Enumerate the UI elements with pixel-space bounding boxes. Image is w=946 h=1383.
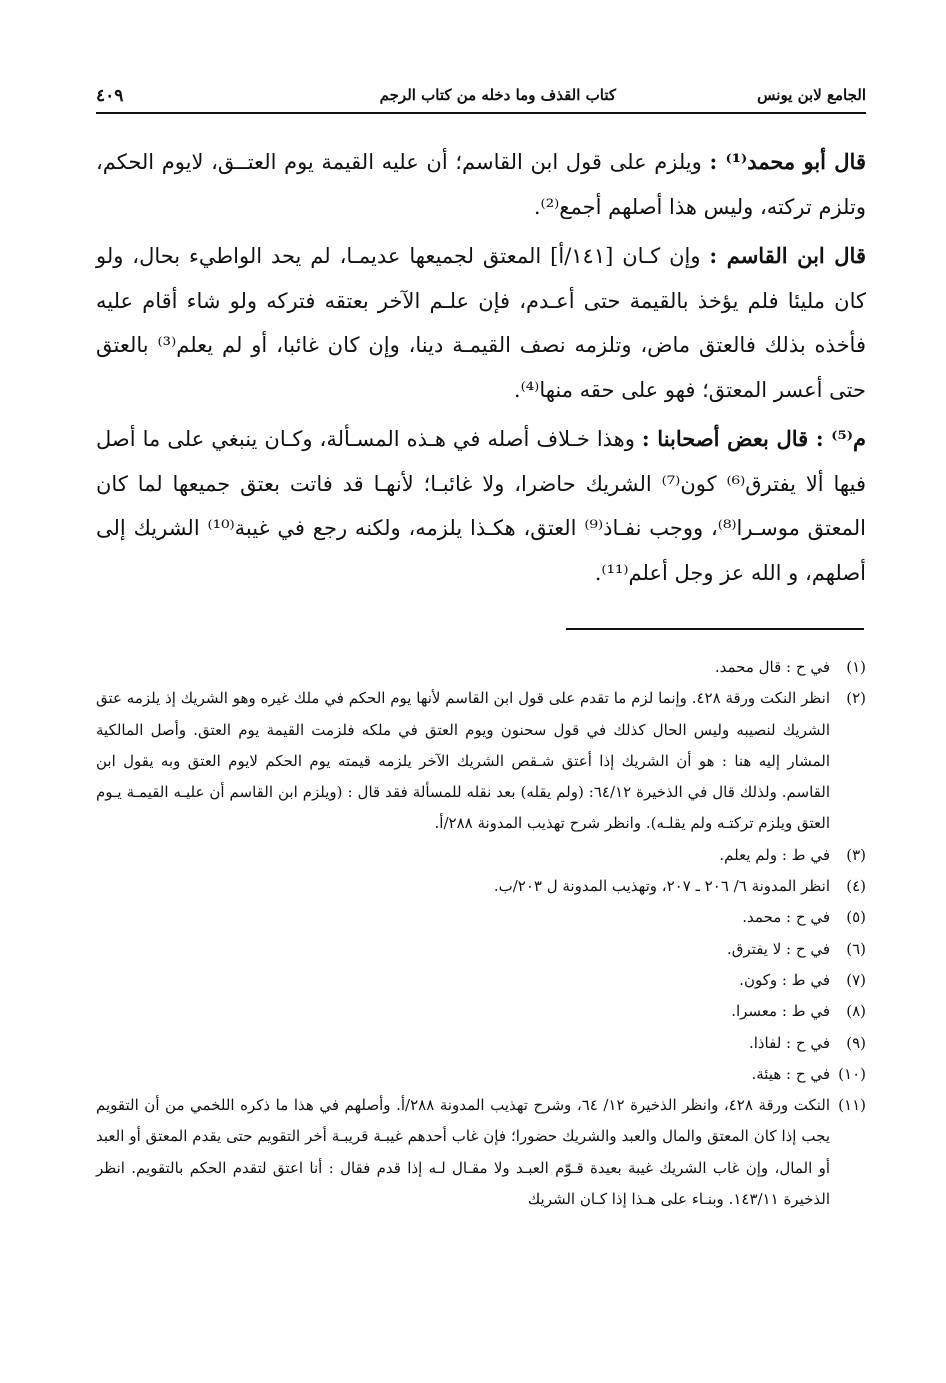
- footnote-number: (٣): [846, 845, 866, 864]
- footnote-text: انظر النكت ورقة ٤٢٨. وإنما لزم ما تقدم على قول ابن القاسم لأنها يوم الحكم في ملك غيره وهو الشريك إذ يلزمه عتق الشريك لنصيبه وليس الحال كذلك في قول سحنون ويوم العتق في ملكه فلزمت القيمة يوم العتق. وأصل المالكية المشار إليه هنا : هو أن الشريك إذا أعتق شـقص الشريك الآخر يلزمه قيمته يوم الحكم لايوم العتق وبه يقول ابن القاسم. ولذلك قال في الذخيرة ٦٤/١٢: (ولم يقله) بعد نقله للمسألة فقد قال : (ويلزم ابن القاسم أن عليـه القيمـة يـوم العتق ويلزم تركتـه ولم يقلـه). وانظر شرح تهذيب المدونة ٢٨٨/أ.: [96, 689, 831, 833]
- footnote-number: (٨): [846, 1002, 866, 1021]
- footnote-separator: [566, 628, 864, 630]
- footnote-number: (١١): [838, 1096, 866, 1115]
- chapter-title: كتاب القذف وما دخله من كتاب الرجم: [379, 86, 616, 104]
- footnote-text: في ح : لفاذا.: [748, 1033, 830, 1052]
- footnote-text: في ط : وكون.: [739, 970, 830, 989]
- footnote: [96, 1028, 866, 1059]
- footnote-number: (٤): [846, 877, 866, 896]
- footnote-number: (٥): [846, 908, 866, 927]
- paragraph: [96, 234, 866, 412]
- footnote-text: في ح : لا يفترق.: [726, 939, 830, 958]
- footnote-text: في ح : هيئة.: [751, 1064, 830, 1083]
- footnote: [96, 965, 866, 996]
- running-header: [96, 84, 866, 114]
- footnote: [96, 683, 866, 839]
- paragraph-lead: م⁽⁵⁾ : قال بعض أصحابنا :: [641, 426, 866, 451]
- paragraph: [96, 417, 866, 595]
- footnote-text: في ط : معسرا.: [731, 1002, 830, 1021]
- footnote-number: (٢): [846, 689, 866, 708]
- footnote: [96, 1090, 866, 1215]
- main-text: [96, 140, 866, 600]
- paragraph-text: ويلزم على قول ابن القاسم؛ أن عليه القيمة يوم العتــق، لايوم الحكم، وتلزم تركته، وليس هذا أصلهم أجمع⁽²⁾.: [96, 150, 866, 219]
- footnote: [96, 652, 866, 683]
- footnote-number: (١٠): [838, 1064, 866, 1083]
- footnote-number: (٧): [846, 970, 866, 989]
- footnote: [96, 996, 866, 1027]
- footnote-text: في ط : ولم يعلم.: [719, 845, 830, 864]
- paragraph: [96, 140, 866, 229]
- footnote-text: في ح : قال محمد.: [714, 658, 830, 676]
- paragraph-text: وإن كـان [١٤١/أ] المعتق لجميعها عديمـا، لم يحد الواطيء بحال، ولو كان مليئا فلم يؤخذ بالقيمة حتى أعـدم، فإن علـم الآخر بعتقه فتركه ولو شاء أقام عليه فأخذه بذلك فالعتق ماض، وتلزمه نصف القيمـة دينا، وإن كان غائبا، أو لم يعلم⁽³⁾ بالعتق حتى أعسر المعتق؛ فهو على حقه منها⁽⁴⁾.: [96, 244, 866, 402]
- paragraph-lead: قال ابن القاسم :: [709, 243, 866, 268]
- footnote-text: في ح : محمد.: [742, 908, 830, 927]
- footnote-text: النكت ورقة ٤٢٨، وانظر الذخيرة ١٢/ ٦٤، وشرح تهذيب المدونة ٢٨٨/أ. وأصلهم في هذا ما ذكره اللخمي من أن التقويم يجب إذا كان المعتق والمال والعبد والشريك حضورا؛ فإن غاب أحدهم غيبـة قريبـة أخر التقويم حتى يقدم المعتق أو العبد أو المال، وإن غاب الشريك غيبة بعيدة قـوّم العبـد ولا مقـال لـه إذا قدم فقال : أنا اعتق لتقدم الحكم بالتقويم. انظر الذخيرة ١٤٣/١١. وبنـاء على هـذا إذا كـان الشريك: [96, 1096, 830, 1209]
- footnote-number: (٦): [846, 939, 866, 958]
- footnote: [96, 840, 866, 871]
- book-title: الجامع لابن يونس: [757, 86, 866, 104]
- footnote-number: (١): [846, 658, 866, 676]
- footnotes: [96, 652, 866, 1215]
- page-number: ٤٠٩: [96, 86, 124, 106]
- footnote: [96, 934, 866, 965]
- paragraph-text: وهذا خـلاف أصله في هـذه المسـألة، وكـان ينبغي على ما أصل فيها ألا يفترق⁽⁶⁾ كون⁽⁷⁾ الشريك حاضرا، ولا غائبـا؛ لأنهـا قد فاتت بعتق جميعها لما كان المعتق موسـرا⁽⁸⁾، ووجب نفـاذ⁽⁹⁾ العتق، هكـذا يلزمه، ولكنه رجع في غيبة⁽¹⁰⁾ الشريك إلى أصلهم، و الله عز وجل أعلم⁽¹¹⁾.: [96, 427, 867, 585]
- footnote: [96, 1059, 866, 1090]
- paragraph-lead: قال أبو محمد⁽¹⁾ :: [709, 149, 866, 174]
- footnote: [96, 902, 866, 933]
- footnote-number: (٩): [846, 1033, 866, 1052]
- footnote-text: انظر المدونة ٦/ ٢٠٦ ـ ٢٠٧، وتهذيب المدونة ل ٢٠٣/ب.: [493, 877, 830, 896]
- footnote: [96, 871, 866, 902]
